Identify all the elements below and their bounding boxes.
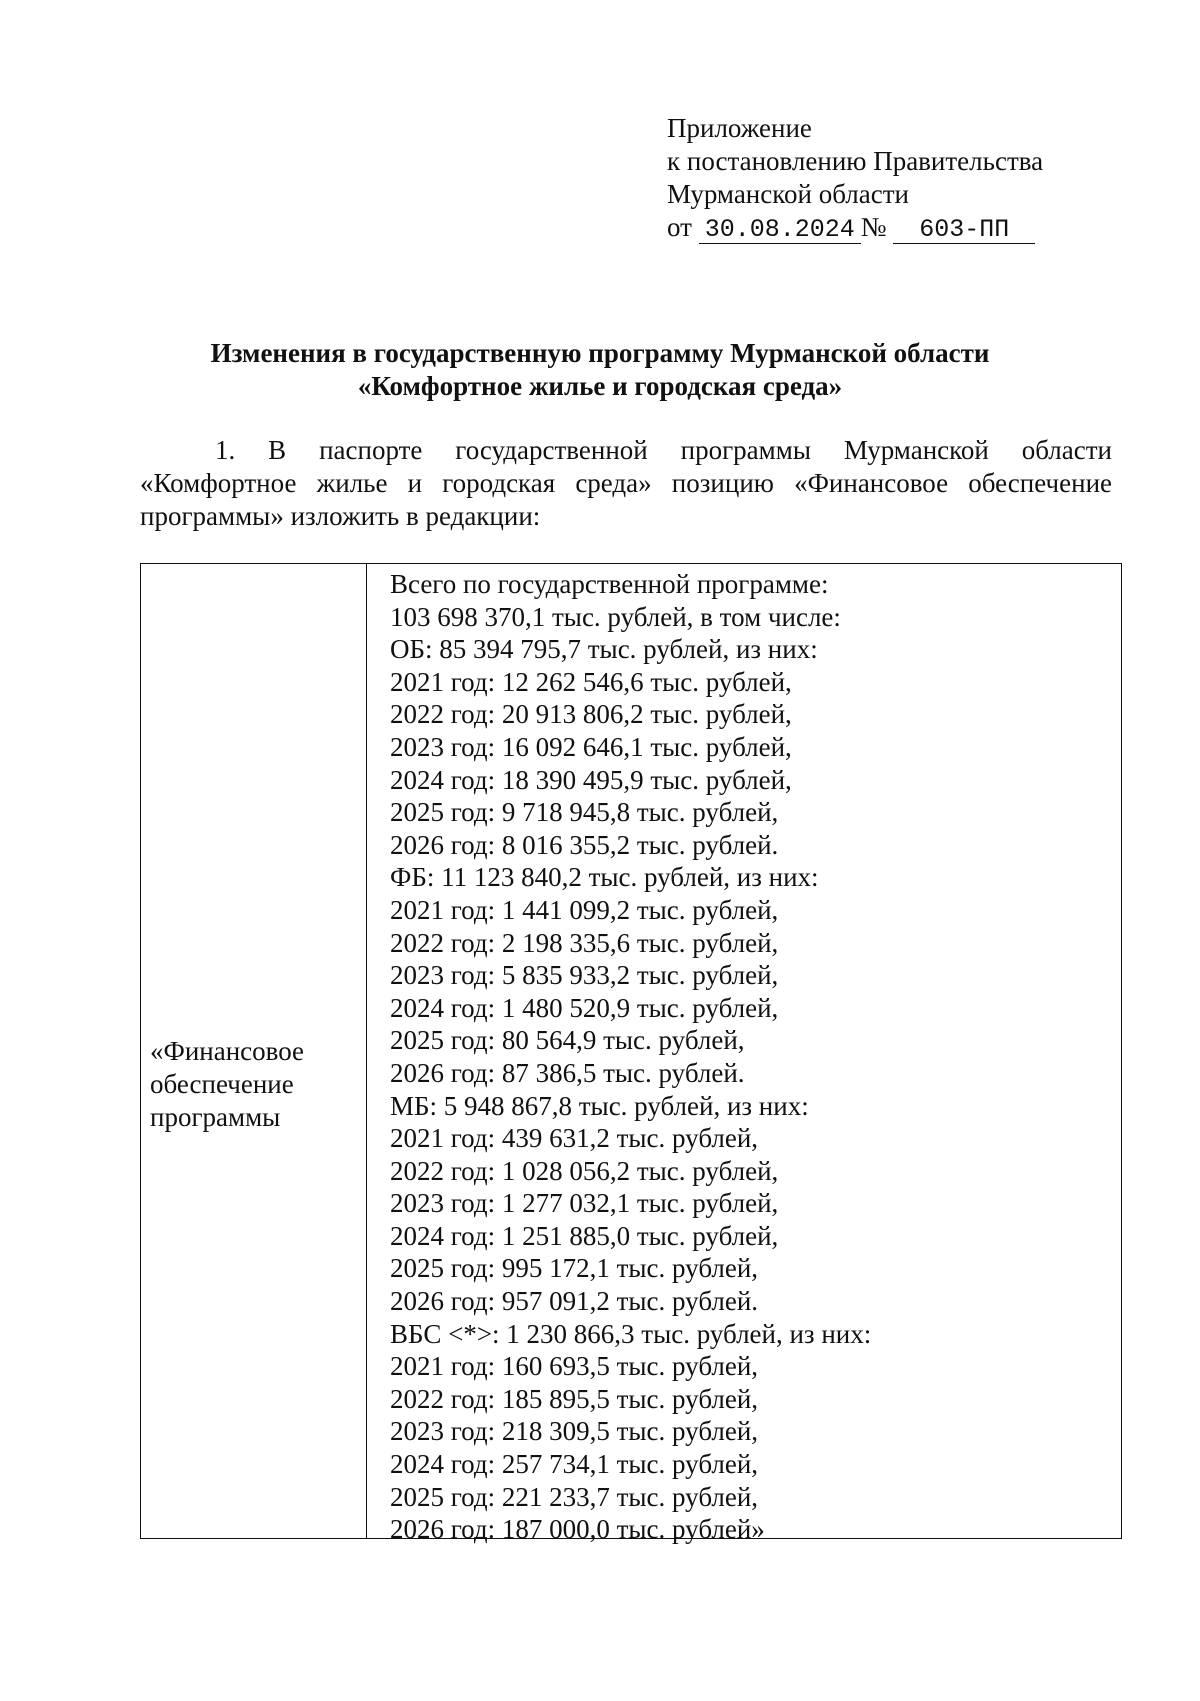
number-label: № — [860, 212, 887, 242]
paragraph-1: 1. В паспорте государственной программы Мурманской области «Комфортное жилье и городская среда» позицию «Финансовое обеспечение программы» изложить в редакции: — [140, 435, 1112, 531]
financing-row: 2026 год: 187 000,0 тыс. рублей» — [390, 1514, 765, 1545]
financing-row: ФБ: 11 123 840,2 тыс. рублей, из них: — [390, 862, 819, 893]
financing-row: 2024 год: 18 390 495,9 тыс. рублей, — [390, 764, 792, 795]
financing-row: 2026 год: 957 091,2 тыс. рублей. — [390, 1286, 759, 1317]
decree-number: 603-ПП — [893, 216, 1035, 244]
financing-row: 2025 год: 80 564,9 тыс. рублей, — [390, 1025, 745, 1056]
financing-label-line: программы — [150, 1101, 281, 1132]
financing-row: 2023 год: 218 309,5 тыс. рублей, — [390, 1416, 759, 1447]
financing-row: 2023 год: 5 835 933,2 тыс. рублей, — [390, 960, 779, 991]
document-title — [0, 337, 1200, 403]
title-line-1: Изменения в государственную программу Мурманской области — [210, 338, 990, 368]
financing-label — [150, 969, 304, 1134]
financing-row: 103 698 370,1 тыс. рублей, в том числе: — [390, 601, 841, 632]
financing-row: 2024 год: 1 251 885,0 тыс. рублей, — [390, 1220, 779, 1251]
financing-table — [140, 563, 1122, 1545]
financing-row: 2022 год: 20 913 806,2 тыс. рублей, — [390, 699, 792, 730]
annex-line-2: к постановлению Правительства — [667, 146, 1044, 176]
financing-row: 2022 год: 1 028 056,2 тыс. рублей, — [390, 1155, 779, 1186]
financing-label-line: «Финансовое — [150, 1035, 305, 1066]
annex-date-line — [667, 211, 1043, 244]
financing-row: 2024 год: 257 734,1 тыс. рублей, — [390, 1449, 759, 1480]
financing-row: 2021 год: 160 693,5 тыс. рублей, — [390, 1351, 759, 1382]
financing-row: ОБ: 85 394 795,7 тыс. рублей, из них: — [390, 634, 818, 665]
from-label: от — [667, 212, 692, 242]
financing-label-line: обеспечение — [150, 1068, 294, 1099]
financing-row: 2024 год: 1 480 520,9 тыс. рублей, — [390, 992, 779, 1023]
financing-row: 2021 год: 1 441 099,2 тыс. рублей, — [390, 894, 779, 925]
financing-row: 2021 год: 12 262 546,6 тыс. рублей, — [390, 666, 792, 697]
financing-values-cell — [367, 564, 1121, 1545]
financing-row: Всего по государственной программе: — [390, 569, 829, 599]
annex-line-3: Мурманской области — [667, 179, 909, 209]
financing-label-cell — [141, 564, 367, 1538]
financing-row: МБ: 5 948 867,8 тыс. рублей, из них: — [390, 1090, 809, 1121]
financing-row: 2025 год: 221 233,7 тыс. рублей, — [390, 1481, 759, 1512]
financing-row: 2023 год: 1 277 032,1 тыс. рублей, — [390, 1188, 779, 1219]
financing-row: 2022 год: 185 895,5 тыс. рублей, — [390, 1383, 759, 1414]
financing-row: 2026 год: 8 016 355,2 тыс. рублей. — [390, 829, 779, 860]
annex-line-1: Приложение — [667, 113, 812, 143]
financing-row: 2025 год: 995 172,1 тыс. рублей, — [390, 1253, 759, 1284]
annex-block — [667, 112, 1043, 244]
financing-row: 2026 год: 87 386,5 тыс. рублей. — [390, 1057, 745, 1088]
title-line-2: «Комфортное жилье и городская среда» — [357, 371, 843, 401]
financing-row: 2021 год: 439 631,2 тыс. рублей, — [390, 1123, 759, 1154]
decree-date: 30.08.2024 — [699, 216, 861, 244]
financing-row: ВБС <*>: 1 230 866,3 тыс. рублей, из них: — [390, 1318, 872, 1349]
financing-row: 2023 год: 16 092 646,1 тыс. рублей, — [390, 731, 792, 762]
financing-row: 2025 год: 9 718 945,8 тыс. рублей, — [390, 797, 779, 828]
financing-row: 2022 год: 2 198 335,6 тыс. рублей, — [390, 927, 779, 958]
